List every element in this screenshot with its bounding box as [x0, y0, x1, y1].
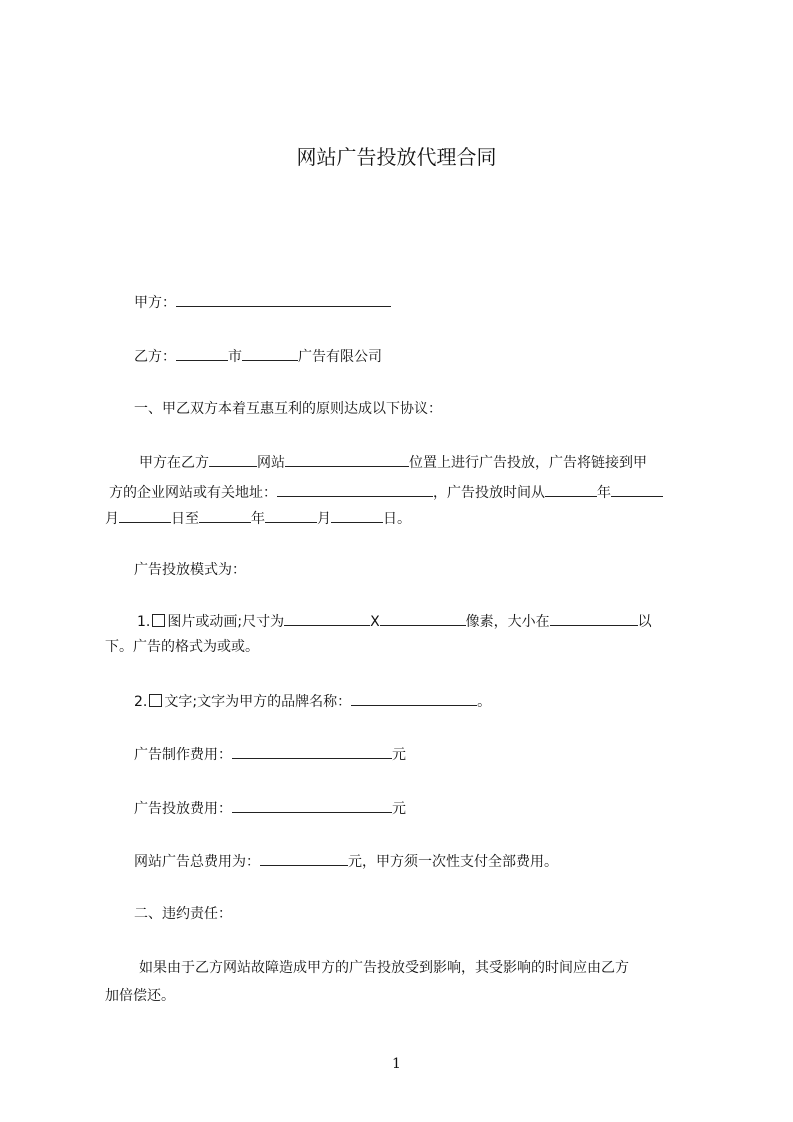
option-1-times: X	[370, 614, 380, 630]
para1-line3	[105, 507, 411, 529]
para1-text: 日至	[171, 511, 199, 527]
mode-heading: 广告投放模式为：	[134, 562, 246, 578]
para1-blank-site[interactable]	[209, 451, 257, 467]
para2-line2: 加倍偿还。	[105, 988, 175, 1004]
para1-blank-start-day[interactable]	[119, 507, 171, 523]
para1-blank-address[interactable]	[277, 481, 433, 497]
option-1-line1	[137, 610, 652, 632]
document-title: 网站广告投放代理合同	[296, 145, 497, 169]
production-fee-blank[interactable]	[232, 743, 392, 759]
option-1-blank-width[interactable]	[284, 610, 370, 626]
para1-blank-position[interactable]	[285, 451, 409, 467]
para1-blank-end-year[interactable]	[199, 507, 251, 523]
production-fee-label: 广告制作费用：	[134, 747, 232, 763]
para1-text: 甲方在乙方	[139, 455, 209, 471]
section-1-heading: 一、甲乙双方本着互惠互利的原则达成以下协议：	[134, 401, 442, 417]
party-b-company-blank[interactable]	[242, 345, 298, 361]
para1-text: 月	[105, 511, 119, 527]
para1-text: ，广告投放时间从	[433, 485, 545, 501]
party-b-company-suffix: 广告有限公司	[298, 349, 382, 365]
option-1-text: 以	[637, 614, 652, 630]
section-2-heading: 二、违约责任：	[134, 906, 232, 922]
para1-text: 年	[251, 511, 265, 527]
option-1-line2: 下。广告的格式为或或。	[105, 639, 259, 655]
para1-text: 月	[317, 511, 331, 527]
para1-text: 网站	[257, 455, 285, 471]
placement-fee-line	[134, 797, 406, 819]
party-a-line	[134, 291, 391, 313]
option-1-number: 1.	[137, 614, 151, 630]
party-b-label: 乙方：	[134, 349, 176, 365]
para1-blank-end-day[interactable]	[331, 507, 383, 523]
option-2-text: 文字;文字为甲方的品牌名称：	[164, 694, 352, 710]
option-1-checkbox[interactable]	[152, 614, 165, 627]
option-2-blank-brand[interactable]	[351, 690, 477, 706]
para1-blank-start-year[interactable]	[545, 481, 597, 497]
total-fee-line	[134, 850, 558, 872]
option-1-text: 图片或动画;尺寸为	[167, 614, 285, 630]
option-1-blank-size[interactable]	[550, 610, 638, 626]
option-1-blank-height[interactable]	[380, 610, 466, 626]
party-b-city-suffix: 市	[228, 349, 242, 365]
option-2-line	[134, 690, 491, 712]
total-fee-suffix: 元，甲方须一次性支付全部费用。	[348, 854, 558, 870]
para1-text: 年	[597, 485, 611, 501]
option-2-number: 2.	[134, 694, 148, 710]
total-fee-label: 网站广告总费用为：	[134, 854, 260, 870]
para1-line2	[109, 481, 663, 503]
page-number: 1	[392, 1056, 401, 1072]
para1-text: 位置上进行广告投放，广告将链接到甲	[409, 455, 647, 471]
para1-line1	[139, 451, 647, 473]
total-fee-blank[interactable]	[260, 850, 348, 866]
placement-fee-label: 广告投放费用：	[134, 801, 232, 817]
placement-fee-blank[interactable]	[232, 797, 392, 813]
party-a-label: 甲方：	[134, 295, 176, 311]
para1-blank-end-month[interactable]	[265, 507, 317, 523]
para1-text: 方的企业网站或有关地址：	[109, 485, 277, 501]
party-a-blank[interactable]	[176, 291, 391, 307]
option-2-text: 。	[477, 694, 492, 710]
party-b-city-blank[interactable]	[176, 345, 228, 361]
party-b-line	[134, 345, 382, 367]
option-1-text: 像素，大小在	[465, 614, 550, 630]
placement-fee-unit: 元	[392, 801, 406, 817]
production-fee-line	[134, 743, 406, 765]
option-2-checkbox[interactable]	[149, 694, 162, 707]
para1-blank-start-month-a[interactable]	[611, 481, 663, 497]
production-fee-unit: 元	[392, 747, 406, 763]
para2-line1: 如果由于乙方网站故障造成甲方的广告投放受到影响，其受影响的时间应由乙方	[139, 960, 629, 976]
para1-text: 日。	[383, 511, 411, 527]
